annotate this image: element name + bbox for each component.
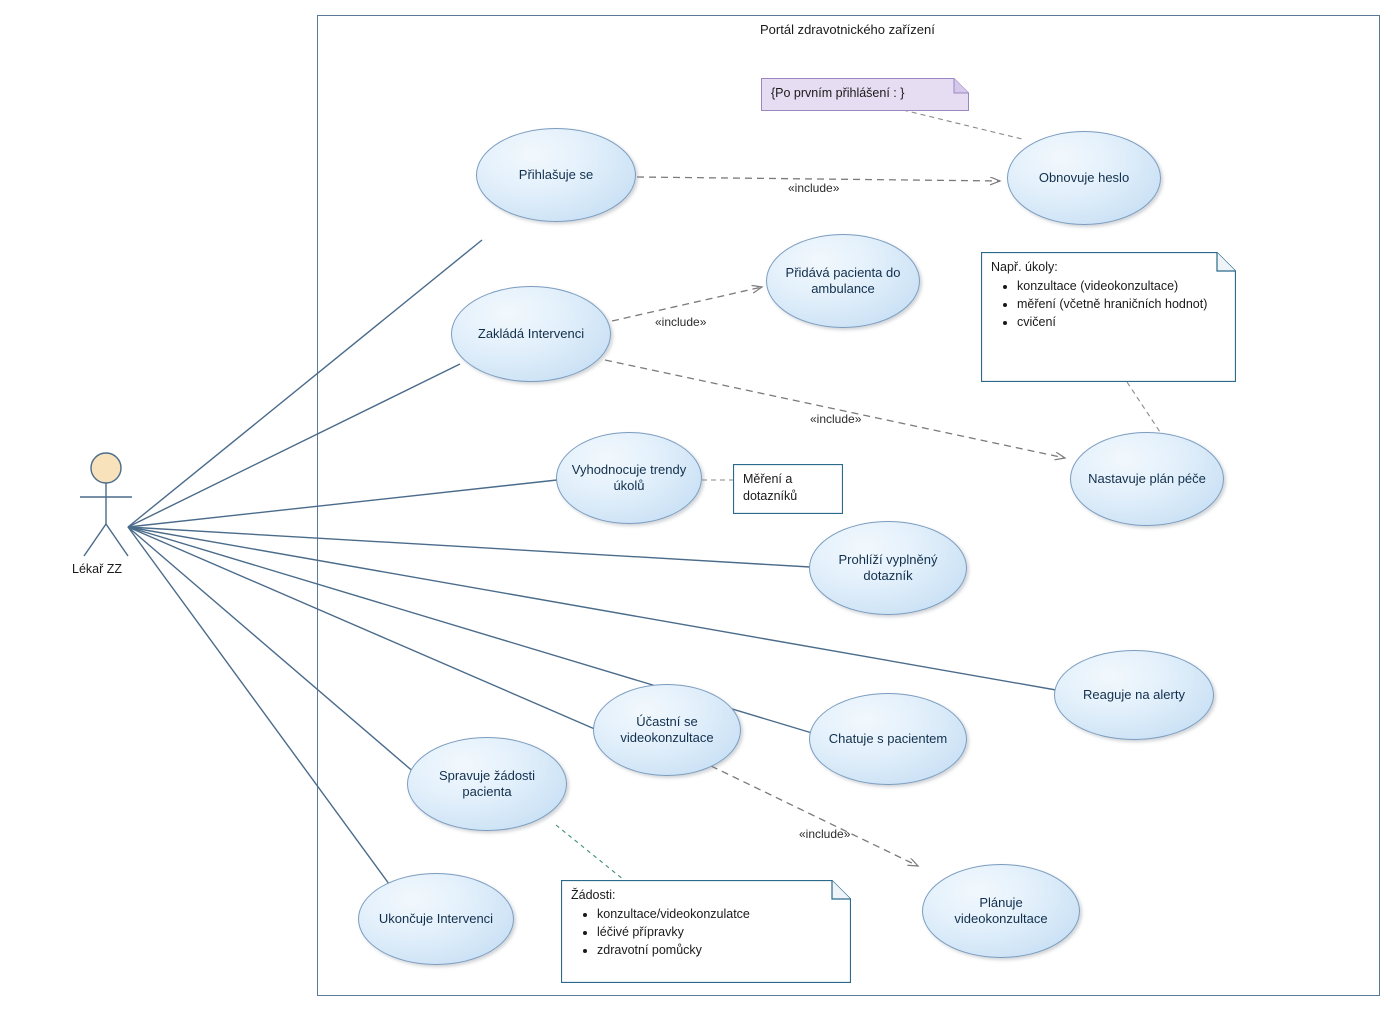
use-case-label: Vyhodnocuje trendy úkolů bbox=[571, 461, 687, 493]
note-list-item: • konzultace/videokonzulatce bbox=[597, 906, 841, 923]
note-requests bbox=[561, 880, 851, 983]
use-case-label: Prohlíží vyplněný dotazník bbox=[838, 551, 938, 583]
use-case-label: Zakládá Intervenci bbox=[477, 325, 585, 341]
use-case-planuje-videokonzultace[interactable] bbox=[922, 864, 1080, 958]
use-case-label: Chatuje s pacientem bbox=[828, 730, 948, 746]
use-case-spravuje-zadosti-pacienta[interactable] bbox=[407, 737, 567, 831]
system-boundary-label: Portál zdravotnického zařízení bbox=[760, 22, 935, 37]
use-case-label: Přidává pacienta do ambulance bbox=[785, 264, 901, 296]
note-list bbox=[571, 906, 841, 959]
note-list-item: • měření (včetně hraničních hodnot) bbox=[1017, 296, 1226, 313]
use-case-label: Spravuje žádosti pacienta bbox=[438, 767, 536, 799]
note-first-login bbox=[761, 78, 969, 111]
use-case-pridava-pacienta-do-ambulance[interactable] bbox=[766, 234, 920, 328]
edge-label-include-video: «include» bbox=[799, 827, 851, 841]
use-case-reaguje-na-alerty[interactable] bbox=[1054, 650, 1214, 740]
edge-label-include-login: «include» bbox=[788, 181, 840, 195]
note-text: Měření a dotazníků bbox=[743, 472, 798, 503]
use-case-label: Plánuje videokonzultace bbox=[954, 894, 1048, 926]
note-list-item: • konzultace (videokonzultace) bbox=[1017, 278, 1226, 295]
use-case-label: Nastavuje plán péče bbox=[1088, 470, 1206, 486]
use-case-prihlasuje-se[interactable] bbox=[476, 128, 636, 222]
note-title: Např. úkoly: bbox=[991, 260, 1058, 274]
use-case-ukoncuje-intervenci[interactable] bbox=[358, 873, 514, 965]
use-case-zaklada-intervenci[interactable] bbox=[451, 286, 611, 382]
use-case-label: Ukončuje Intervenci bbox=[378, 910, 494, 926]
note-tasks bbox=[981, 252, 1236, 382]
use-case-obnovuje-heslo[interactable] bbox=[1007, 131, 1161, 225]
actor-lekar-zz[interactable] bbox=[74, 452, 138, 567]
note-list-item: • cvičení bbox=[1017, 314, 1226, 331]
edge-label-include-care-plan: «include» bbox=[810, 412, 862, 426]
note-list-item: • léčivé přípravky bbox=[597, 924, 841, 941]
edge-label-include-add-patient: «include» bbox=[655, 315, 707, 329]
use-case-prohlizi-vyplneny-dotaznik[interactable] bbox=[809, 521, 967, 615]
actor-lekar-zz-label: Lékař ZZ bbox=[72, 562, 123, 576]
use-case-nastavuje-plan-pece[interactable] bbox=[1070, 432, 1224, 526]
note-list bbox=[991, 278, 1226, 331]
use-case-ucastni-se-videokonzultace[interactable] bbox=[593, 684, 741, 776]
note-title: Žádosti: bbox=[571, 888, 616, 902]
use-case-label: Přihlašuje se bbox=[518, 166, 594, 182]
note-list-item: • zdravotní pomůcky bbox=[597, 942, 841, 959]
note-measurements bbox=[733, 464, 843, 514]
note-text: {Po prvním přihlášení : } bbox=[771, 86, 905, 100]
use-case-label: Reaguje na alerty bbox=[1083, 686, 1185, 702]
use-case-vyhodnocuje-trendy-ukolu[interactable] bbox=[556, 432, 702, 524]
use-case-chatuje-s-pacientem[interactable] bbox=[809, 693, 967, 785]
use-case-label: Účastní se videokonzultace bbox=[620, 713, 714, 745]
use-case-label: Obnovuje heslo bbox=[1038, 169, 1130, 185]
